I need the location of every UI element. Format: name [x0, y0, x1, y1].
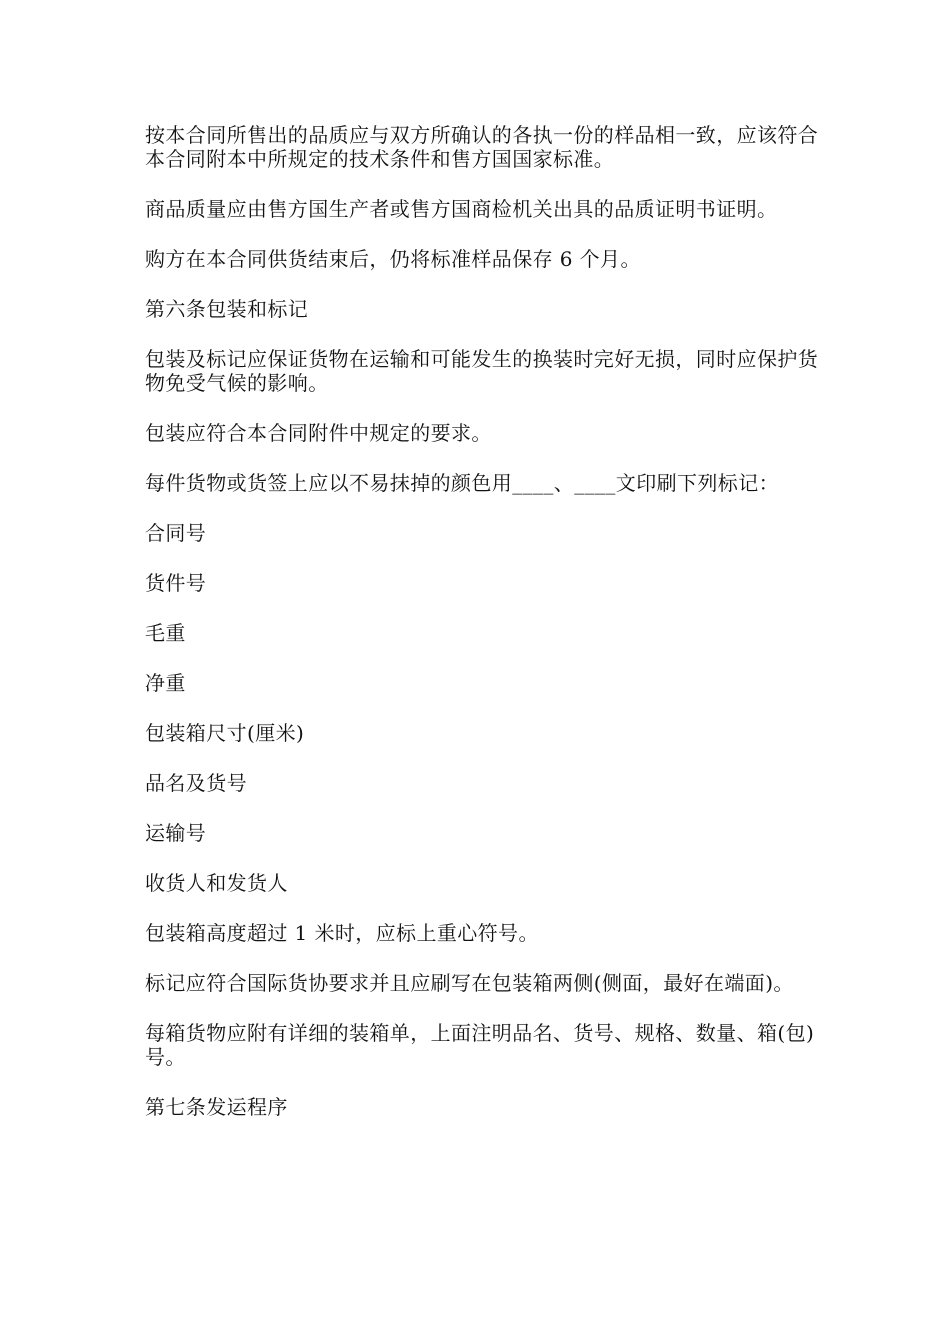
list-item-contract-number: 合同号	[145, 521, 207, 545]
paragraph-packing-requirements: 包装应符合本合同附件中规定的要求。	[145, 421, 492, 445]
paragraph-marking-instructions: 每件货物或货签上应以不易抹掉的颜色用____、____文印刷下列标记：	[145, 471, 779, 495]
paragraph-center-of-gravity: 包装箱高度超过 1 米时，应标上重心符号。	[145, 921, 539, 945]
document-page	[145, 123, 835, 1119]
list-item-product-name: 品名及货号	[145, 771, 247, 795]
paragraph-sample-retention: 购方在本合同供货结束后，仍将标准样品保存 6 个月。	[145, 247, 641, 271]
paragraph-quality-sample: 按本合同所售出的品质应与双方所确认的各执一份的样品相一致，应该符合本合同附本中所规定的技术条件和售方国国家标准。	[145, 123, 819, 171]
section-heading-shipping: 第七条发运程序	[145, 1095, 288, 1119]
paragraph-marking-placement: 标记应符合国际货协要求并且应刷写在包装箱两侧(侧面，最好在端面)。	[145, 971, 794, 995]
list-item-box-dimensions: 包装箱尺寸(厘米)	[145, 721, 305, 745]
list-item-net-weight: 净重	[145, 671, 186, 695]
paragraph-quality-certificate: 商品质量应由售方国生产者或售方国商检机关出具的品质证明书证明。	[145, 197, 778, 221]
list-item-gross-weight: 毛重	[145, 621, 186, 645]
paragraph-packing-protection: 包装及标记应保证货物在运输和可能发生的换装时完好无损，同时应保护货物免受气候的影响。	[145, 347, 819, 395]
list-item-package-number: 货件号	[145, 571, 207, 595]
list-item-transport-number: 运输号	[145, 821, 207, 845]
paragraph-packing-list: 每箱货物应附有详细的装箱单，上面注明品名、货号、规格、数量、箱(包)号。	[145, 1021, 815, 1069]
section-heading-packing: 第六条包装和标记	[145, 297, 309, 321]
list-item-consignee-consignor: 收货人和发货人	[145, 871, 288, 895]
